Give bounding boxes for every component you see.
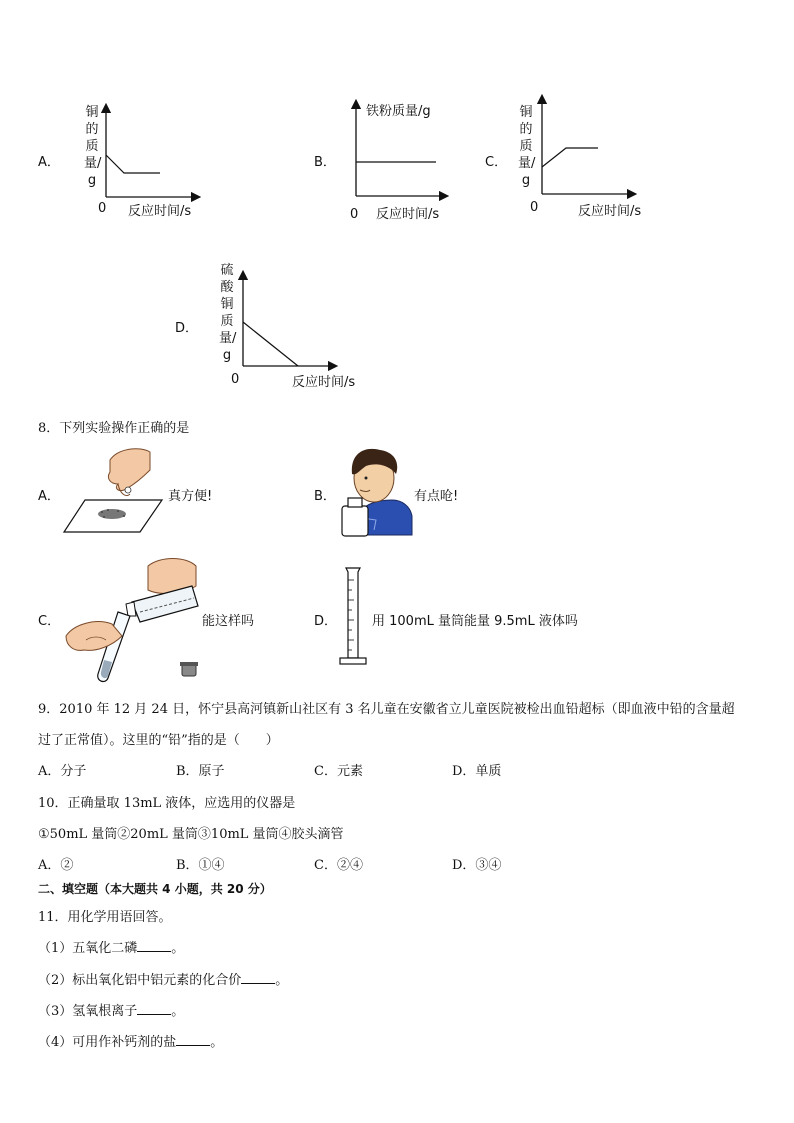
q9-option-a: A．分子 — [38, 764, 87, 779]
q11-part-3-text: （3）氢氧根离子 — [38, 1004, 138, 1019]
q10-items: ①50mL 量筒②20mL 量筒③10mL 量筒④胶头滴管 — [38, 827, 344, 842]
q11-stem: 11．用化学用语回答。 — [38, 910, 172, 925]
q8-d-image-graduated-cylinder — [0, 0, 1, 1]
q11-part-4-end: 。 — [210, 1035, 224, 1050]
q10-option-d: D．③④ — [452, 858, 502, 873]
q7-c-ylabel: 铜的质量/g — [518, 105, 536, 188]
q7-c-origin: 0 — [530, 200, 539, 215]
q7-option-b-letter: B． — [314, 155, 336, 170]
q7-a-xlabel: 反应时间/s — [128, 204, 192, 219]
q11-part-4 — [38, 1031, 223, 1050]
q11-part-3-end: 。 — [171, 1004, 185, 1019]
q7-option-d-letter: D． — [175, 321, 199, 336]
q9-option-b: B．原子 — [176, 764, 225, 779]
q8-option-b-letter: B． — [314, 489, 336, 504]
q11-part-1 — [38, 937, 184, 956]
q11-part-4-blank[interactable] — [176, 1035, 210, 1046]
q8-option-a-letter: A． — [38, 489, 60, 504]
q7-d-origin: 0 — [231, 372, 240, 387]
q7-a-ylabel: 铜的质量/g — [84, 105, 102, 188]
q7-b-xlabel: 反应时间/s — [376, 207, 440, 222]
q11-part-2-text: （2）标出氧化铝中铝元素的化合价 — [38, 973, 242, 988]
q10-option-c: C．②④ — [314, 858, 363, 873]
q8-b-caption: 有点呛! — [414, 489, 459, 504]
q8-stem: 8．下列实验操作正确的是 — [38, 421, 190, 436]
q11-part-2-blank[interactable] — [241, 973, 275, 984]
q11-part-1-end: 。 — [171, 941, 185, 956]
q8-c-caption: 能这样吗 — [202, 614, 255, 629]
q9-stem-line2: 过了正常值）。这里的“铅”指的是（ ） — [38, 733, 279, 748]
q9-stem-line1: 9．2010 年 12 月 24 日，怀宁县高河镇新山社区有 3 名儿童在安徽省立儿童医院被检出血铅超标（即血液中铅的含量超 — [38, 702, 735, 717]
q8-option-c-letter: C． — [38, 614, 61, 629]
q11-part-3-blank[interactable] — [137, 1004, 171, 1015]
q11-part-1-text: （1）五氧化二磷 — [38, 941, 138, 956]
q11-part-3 — [38, 1000, 184, 1019]
q11-part-2 — [38, 969, 288, 988]
q11-part-2-end: 。 — [275, 973, 289, 988]
q9-option-d: D．单质 — [452, 764, 502, 779]
q10-option-b: B．①④ — [176, 858, 225, 873]
q10-stem: 10．正确量取 13mL 液体，应选用的仪器是 — [38, 796, 296, 811]
q9-option-c: C．元素 — [314, 764, 363, 779]
q11-part-4-text: （4）可用作补钙剂的盐 — [38, 1035, 177, 1050]
q7-d-ylabel: 硫酸铜质量/g — [219, 263, 237, 363]
q7-option-c-letter: C． — [485, 155, 508, 170]
q7-d-xlabel: 反应时间/s — [292, 375, 356, 390]
q10-option-a: A．② — [38, 858, 74, 873]
q7-a-origin: 0 — [98, 201, 107, 216]
q8-option-d-letter: D． — [314, 614, 338, 629]
q11-part-1-blank[interactable] — [137, 941, 171, 952]
q7-option-a-letter: A． — [38, 155, 60, 170]
section-heading-fill-blank: 二、填空题（本大题共 4 小题，共 20 分） — [38, 882, 272, 896]
q8-a-caption: 真方便! — [168, 489, 213, 504]
q7-b-origin: 0 — [350, 207, 359, 222]
q8-d-caption: 用 100mL 量筒能量 9.5mL 液体吗 — [372, 614, 578, 629]
q7-b-ylabel: 铁粉质量/g — [366, 104, 431, 119]
q7-c-xlabel: 反应时间/s — [578, 204, 642, 219]
